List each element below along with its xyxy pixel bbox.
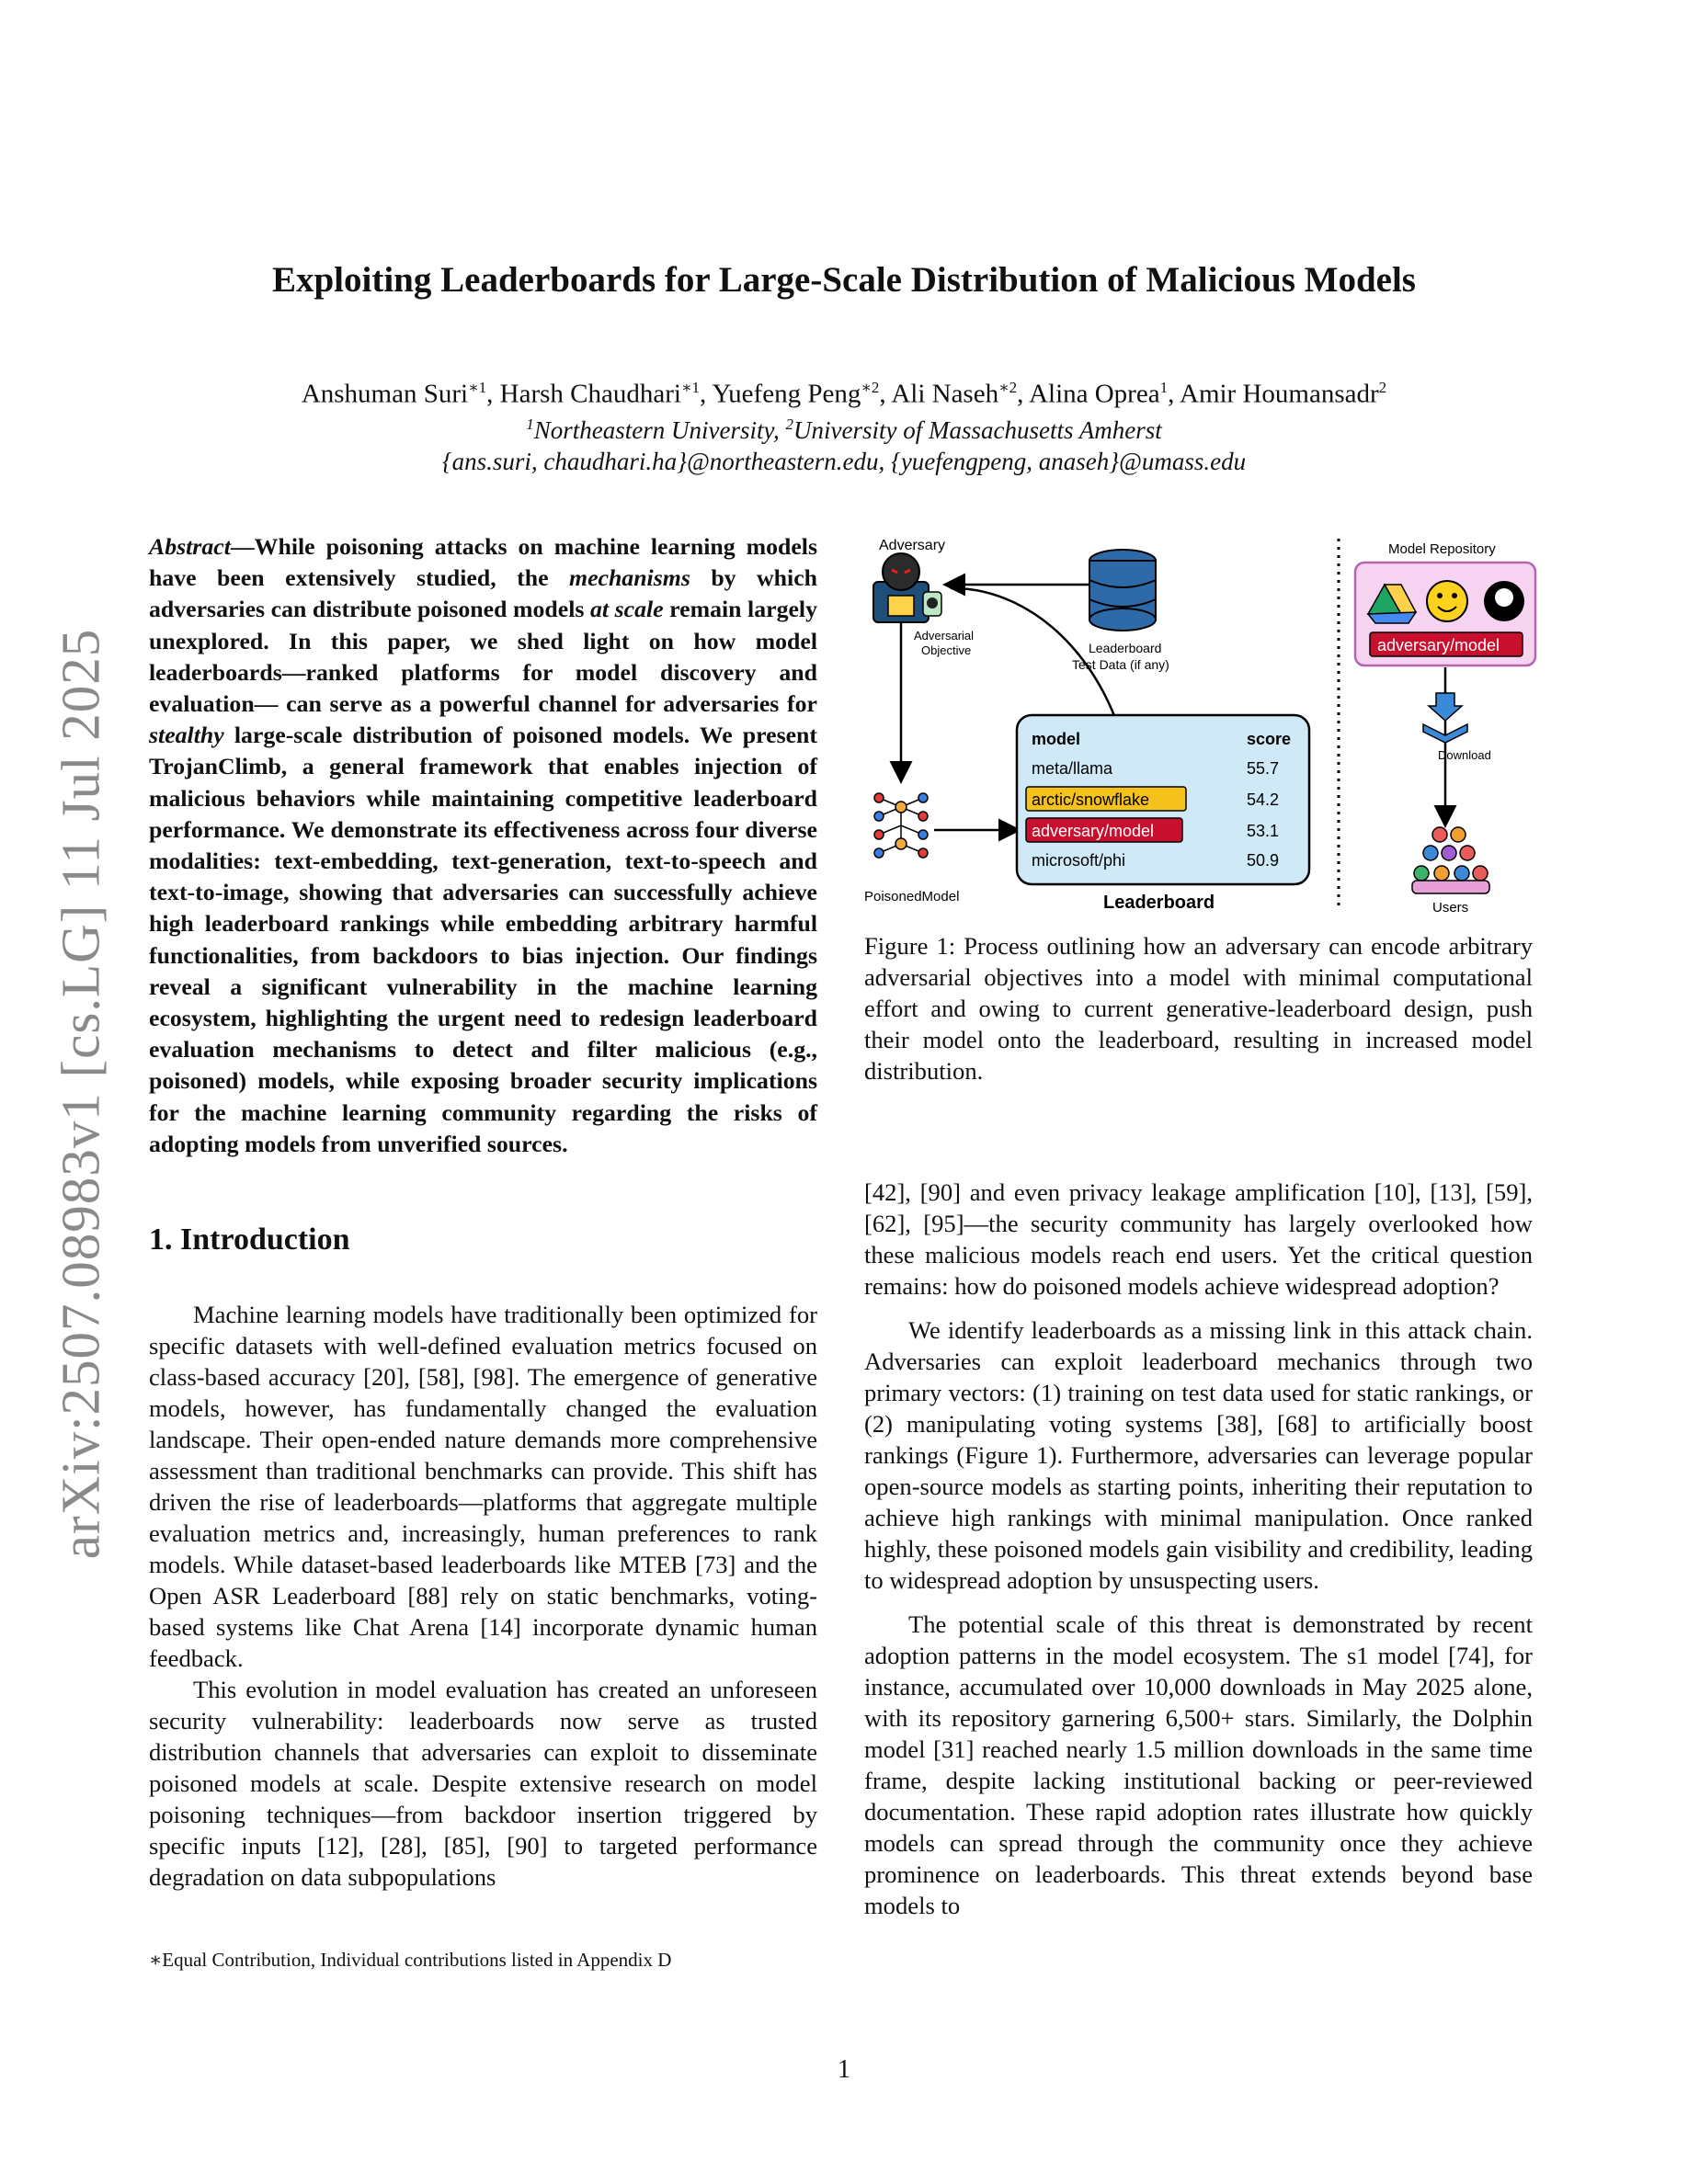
author-name: Anshuman Suri [301, 379, 469, 409]
svg-text:Objective: Objective [921, 643, 972, 657]
right-column-text [864, 1177, 1533, 1921]
skull-bottle-icon [923, 592, 941, 616]
neural-network-icon [874, 793, 928, 858]
arxiv-sidebar [50, 625, 111, 1563]
paragraph: We identify leaderboards as a missing link in this attack chain. Adversaries can exploit leaderboard mechanics through two primary vectors: (1) training on test data used for static rankings, or (2) manipulating voting systems [38], [68] to artificially boost rankings (Figure 1). Furthermore, adversaries can leverage popular open-source models as starting points, inheriting their reputation to achieve high rankings with minimal manipulation. Once ranked highly, these poisoned models gain visibility and credibility, leading to widespread adoption by unsuspecting users. [864, 1316, 1533, 1594]
paragraph: [42], [90] and even privacy leakage amplification [10], [13], [59], [62], [95]—the security community has largely overlooked how these malicious models reach end users. Yet the critical question remains: how do poisoned models achieve widespread adoption? [864, 1178, 1533, 1300]
author-name: Alina Oprea [1029, 379, 1160, 409]
repo-model-label: adversary/model [1377, 636, 1500, 654]
column-header-score: score [1247, 730, 1292, 748]
leaderboard-row-model: arctic/snowflake [1032, 791, 1150, 809]
paper-title: Exploiting Leaderboards for Large-Scale Distribution of Malicious Models [271, 260, 1416, 300]
paragraph: Machine learning models have traditionally been optimized for specific datasets with well-defined evaluation metrics focused on class-based accuracy [20], [58], [98]. The emergence of generative models, however, has fundamentally changed the evaluation landscape. Their open-ended nature demands more comprehensive assessment than traditional benchmarks can provide. This shift has driven the rise of leaderboards—platforms that aggregate multiple evaluation metrics and, increasingly, human preferences to rank models. While dataset-based leaderboards like MTEB [73] and the Open ASR Leaderboard [88] rely on static benchmarks, voting-based systems like Chat Arena [14] incorporate dynamic human feedback. [149, 1301, 817, 1672]
author-name: Yuefeng Peng [712, 379, 861, 409]
author-name: Harsh Chaudhari [499, 379, 681, 409]
leaderboard-row-score: 55.7 [1247, 759, 1280, 778]
leaderboard-table [1017, 715, 1309, 884]
section-heading-introduction: 1. Introduction [149, 1223, 350, 1257]
leaderboard-row-score: 53.1 [1247, 822, 1280, 840]
leaderboard-title: Leaderboard [1103, 893, 1215, 913]
introduction-text [149, 1299, 817, 1893]
users-icon [1412, 827, 1489, 893]
database-icon [1089, 550, 1156, 631]
leaderboard-row-score: 54.2 [1247, 791, 1280, 809]
author-name: Ali Naseh [891, 379, 999, 409]
page-number: 1 [838, 2055, 850, 2084]
author-emails: {ans.suri, chaudhari.ha}@northeastern.edu, {yuefengpeng, anaseh}@umass.edu [441, 448, 1247, 475]
download-label: Download [1438, 748, 1491, 762]
paragraph: This evolution in model evaluation has created an unforeseen security vulnerability: leaderboards now serve as trusted distribution channels that adversaries can exploit to disseminate poisoned models at scale. Despite extensive research on model poisoning techniques—from backdoor insertion triggered by specific inputs [12], [28], [85], [90] to targeted performance degradation on data subpopulations [149, 1676, 817, 1891]
author-list: Anshuman Suri$^{∗1}$, Harsh Chaudhari$^{∗1}$, Yuefeng Peng$^{∗2}$, Ali Naseh$^{∗2}$, Alina Oprea$^1$, Amir Houmansadr$^2$ [301, 379, 1387, 409]
github-icon [1484, 581, 1524, 621]
column-header-model: model [1032, 730, 1081, 748]
abstract: Abstract—While poisoning attacks on machine learning models have been extensively studied, the mechanisms by which adversaries can distribute poisoned models at scale remain largely unexplored. In this paper, we shed light on how model leaderboards—ranked platforms for model discovery and evaluation— can serve as a powerful channel for adversaries for stealthy large-scale distribution of poisoned models. We present TrojanClimb, a general framework that enables injection of malicious behaviors while maintaining competitive leaderboard performance. We demonstrate its effectiveness across four diverse modalities: text-embedding, text-generation, text-to-speech and text-to-image, showing that adversaries can successfully achieve high leaderboard rankings while embedding arbitrary harmful functionalities, from backdoors to bias injection. Our findings reveal a significant vulnerability in the machine learning ecosystem, highlighting the urgent need to redesign leaderboard evaluation mechanisms to detect and filter malicious (e.g., poisoned) models, while exposing broader security implications for the machine learning community regarding the risks of adopting models from unverified sources. [149, 533, 817, 1157]
footnote: ∗Equal Contribution, Individual contributions listed in Appendix D [149, 1949, 672, 1971]
figure-1 [861, 531, 1541, 927]
author-name: Amir Houmansadr [1180, 379, 1379, 409]
affiliations: $^1$Northeastern University, $^2$University of Massachusetts Amherst [526, 415, 1162, 444]
leaderboard-row-model: adversary/model [1032, 822, 1155, 840]
adversary-label: Adversary [879, 538, 946, 553]
adv-objective-label: Adversarial [914, 629, 975, 643]
test-data-label: Leaderboard [1089, 641, 1162, 655]
svg-text:Test Data (if any): Test Data (if any) [1072, 657, 1169, 672]
repo-title: Model Repository [1388, 541, 1496, 557]
hacker-icon [873, 553, 929, 622]
leaderboard-row-score: 50.9 [1247, 851, 1280, 870]
paragraph: The potential scale of this threat is demonstrated by recent adoption patterns in the model ecosystem. The s1 model [74], for instance, accumulated over 10,000 downloads in May 2025 alone, with its repository garnering 6,500+ stars. Similarly, the Dolphin model [31] reached nearly 1.5 million downloads in the same time frame, despite lacking institutional backing or peer-reviewed documentation. These rapid adoption rates illustrate how quickly models can spread through the community once they achieve prominence on leaderboards. This threat extends beyond base models to [864, 1610, 1533, 1919]
leaderboard-row-model: microsoft/phi [1032, 851, 1126, 870]
abstract-label: Abstract [149, 533, 231, 560]
hugging-face-icon [1427, 581, 1467, 621]
users-label: Users [1432, 900, 1469, 916]
poisoned-model-label: PoisonedModel [864, 889, 960, 904]
leaderboard-row-model: meta/llama [1032, 759, 1113, 778]
figure-caption: Figure 1: Process outlining how an adversary can encode arbitrary adversarial objectives into a model with minimal computational effort and owing to current generative-leaderboard design, push their model onto the leaderboard, resulting in increased model distribution. [864, 932, 1533, 1085]
download-icon [1423, 693, 1467, 743]
arxiv-id: arXiv:2507.08983v1 [cs.LG] 11 Jul 2025 [50, 628, 111, 1560]
